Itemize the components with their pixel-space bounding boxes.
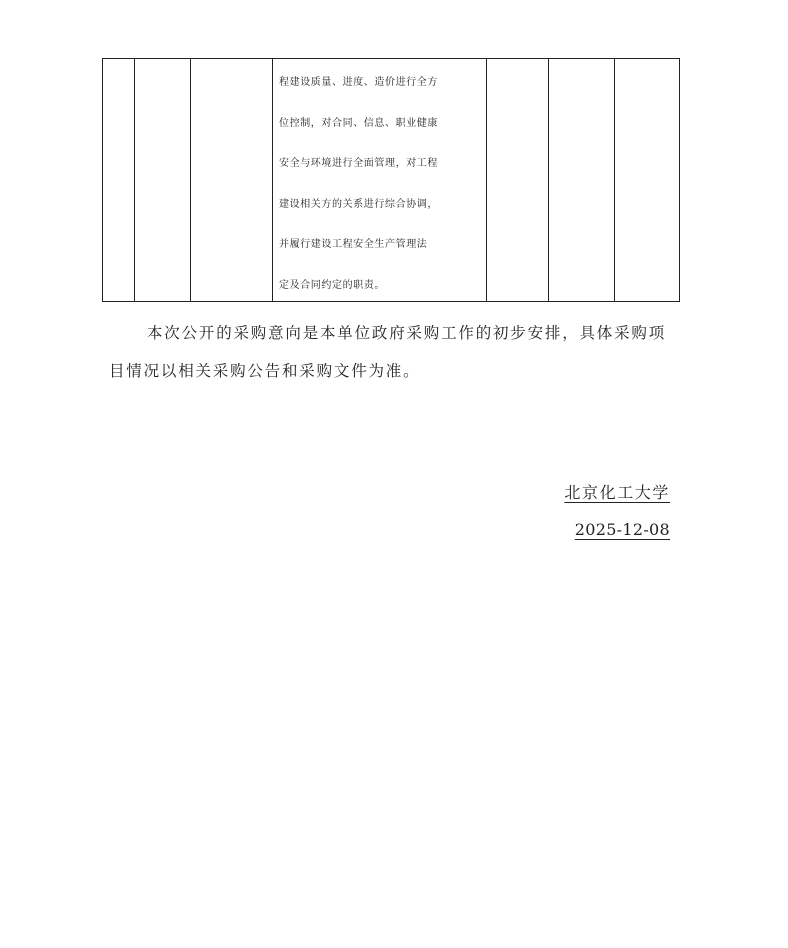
table-cell-remarks (615, 59, 680, 302)
procurement-table (102, 58, 680, 302)
description-text (279, 63, 479, 306)
description-line: 程建设质量、进度、造价进行全方 (279, 77, 438, 88)
disclaimer-paragraph: 本次公开的采购意向是本单位政府采购工作的初步安排，具体采购项目情况以相关采购公告和采购文件为准。 (109, 324, 667, 380)
table-cell-description (273, 59, 487, 302)
description-line: 建设相关方的关系进行综合协调， (279, 198, 438, 210)
table-cell-index (103, 59, 135, 302)
table-row (103, 59, 680, 302)
description-line: 定及合同约定的职责。 (279, 279, 385, 291)
table-cell-budget (487, 59, 549, 302)
description-line: 安全与环境进行全面管理，对工程 (279, 158, 438, 169)
table-cell-time (549, 59, 615, 302)
description-line: 位控制，对合同、信息、职业健康 (279, 117, 438, 129)
table-cell-unit (135, 59, 191, 302)
signature-organization: 北京化工大学 (564, 483, 670, 502)
description-line: 并履行建设工程安全生产管理法 (279, 239, 428, 250)
signature-date: 2025-12-08 (574, 520, 670, 539)
table-cell-project-name (191, 59, 273, 302)
